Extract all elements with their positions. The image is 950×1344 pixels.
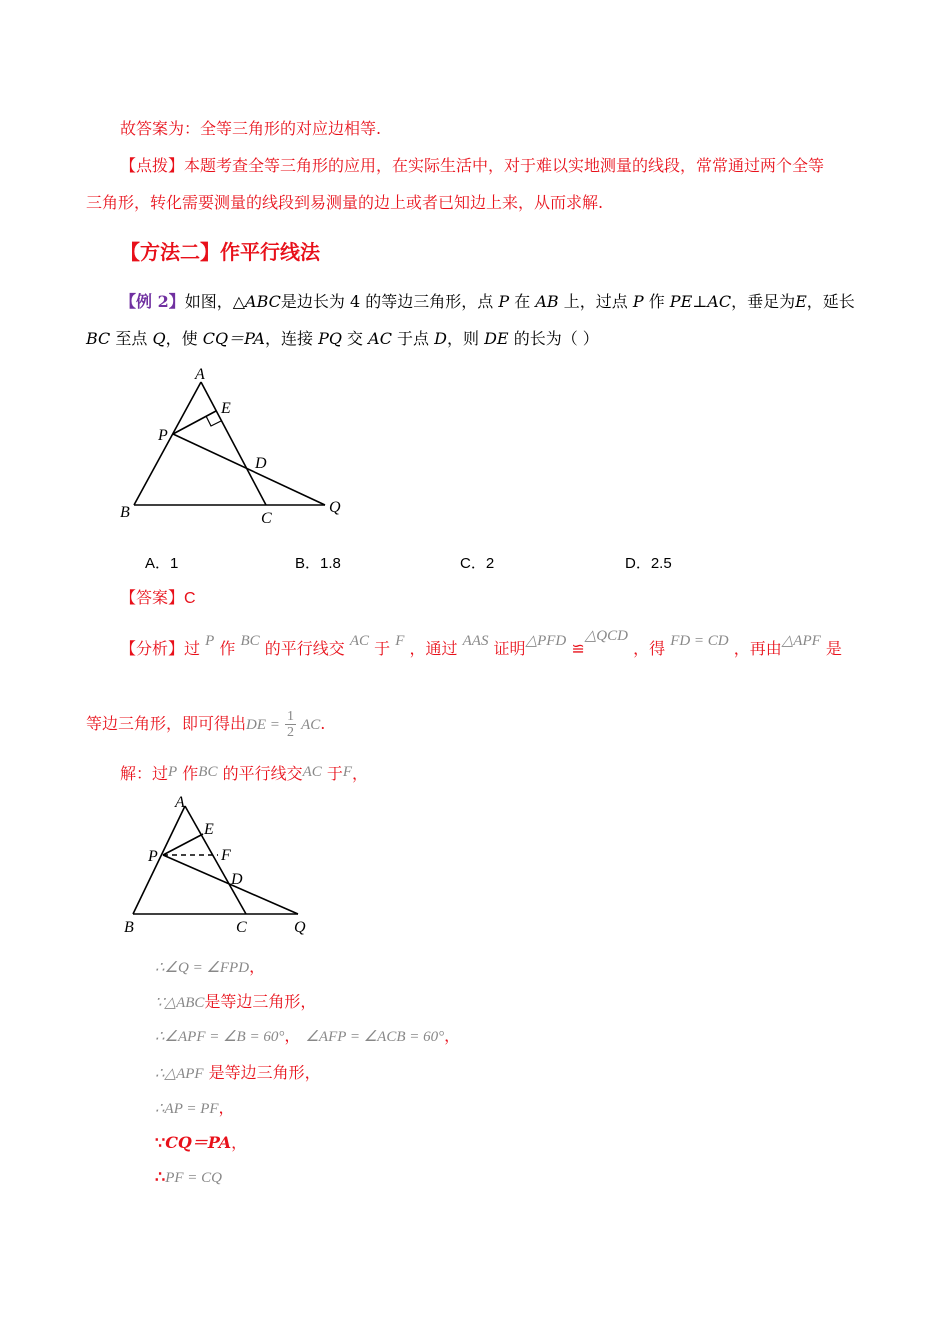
option-d: D．2.5 xyxy=(625,555,672,572)
label-C: C xyxy=(261,510,272,527)
example-math: AB xyxy=(535,292,559,311)
step-math: ∴∠Q = ∠FPD xyxy=(155,960,250,976)
analysis-text: . xyxy=(320,714,326,733)
example-math: BC xyxy=(86,329,111,348)
example-math: PQ xyxy=(318,329,342,348)
example-text: ，延长 xyxy=(806,292,855,311)
analysis-math: △QCD xyxy=(584,628,628,644)
solution-text: 解：过 xyxy=(120,764,169,783)
analysis-text: 作 xyxy=(219,639,236,658)
step-4 xyxy=(155,1061,321,1086)
step-math: ∴△APF xyxy=(155,1066,204,1082)
segment-AC xyxy=(201,382,266,505)
example-math: AC xyxy=(368,329,392,348)
answer-line xyxy=(120,586,196,611)
label-E: E xyxy=(221,400,231,417)
step-text: ， xyxy=(231,1133,248,1152)
example-math: DE xyxy=(484,329,509,348)
analysis-text: 是 xyxy=(825,639,842,658)
analysis-math: △APF xyxy=(781,633,821,649)
example-math: P xyxy=(632,292,644,311)
tip-text-2: 三角形，转化需要测量的线段到易测量的边上或者已知边上来，从而求解. xyxy=(86,193,604,212)
segment-PQ xyxy=(173,434,325,505)
solution-math: F xyxy=(342,764,353,780)
solution-text: 的平行线交 xyxy=(222,764,303,783)
analysis-math: BC xyxy=(240,633,260,649)
step-symbol: ∴ xyxy=(155,1167,166,1186)
analysis-math: AC xyxy=(301,717,321,733)
label-E: E xyxy=(204,821,214,838)
step-5 xyxy=(155,1096,235,1121)
solution-math: BC xyxy=(198,764,218,780)
label-F: F xyxy=(221,847,231,864)
example-text: 如图，△ xyxy=(184,292,246,311)
step-3 xyxy=(155,1024,460,1049)
step-text: ， xyxy=(444,1026,461,1045)
label-D: D xyxy=(255,455,267,472)
solution-intro xyxy=(120,762,368,787)
label-B: B xyxy=(120,504,130,521)
label-B: B xyxy=(124,919,134,936)
method-heading: 【方法二】作平行线法 xyxy=(120,240,320,264)
option-c: C．2 xyxy=(460,555,495,572)
fraction-numerator: 1 xyxy=(286,709,294,724)
example-math: D xyxy=(434,329,447,348)
label-Q: Q xyxy=(294,919,306,936)
solution-text: 于 xyxy=(326,764,343,783)
analysis-math: AC xyxy=(349,633,370,649)
step-6 xyxy=(155,1131,247,1155)
label-A: A xyxy=(195,366,205,383)
label-C: C xyxy=(236,919,247,936)
tip-text-1: 本题考查全等三角形的应用，在实际生活中，对于难以实地测量的线段，常常通过两个全等 xyxy=(184,156,825,175)
solution-text: 作 xyxy=(182,764,199,783)
step-math: CQ＝PA xyxy=(165,1133,232,1152)
example-text: ，垂足为 xyxy=(731,292,796,311)
analysis-math: F xyxy=(395,633,405,649)
analysis-math: FD = CD xyxy=(670,633,729,649)
example-text: 交 xyxy=(347,329,364,348)
example-text: ，连接 xyxy=(264,329,313,348)
step-text: ， xyxy=(284,1026,301,1045)
step-math: PF = CQ xyxy=(165,1170,222,1186)
segment-PE xyxy=(163,834,203,855)
tip-paragraph-line1 xyxy=(120,154,824,178)
example-math: E xyxy=(795,292,807,311)
analysis-math: △PFD xyxy=(525,633,567,649)
analysis-math: DE = xyxy=(246,717,280,733)
analysis-text: 的平行线交 xyxy=(264,639,345,658)
analysis-line2 xyxy=(86,704,325,745)
analysis-text: ，再由 xyxy=(733,639,782,658)
example-line2 xyxy=(86,327,599,351)
fraction-one-half xyxy=(285,709,296,740)
step-1 xyxy=(155,955,265,980)
step-text: ， xyxy=(249,957,266,976)
analysis-text: ，通过 xyxy=(409,639,458,658)
label-P: P xyxy=(148,848,158,865)
analysis-math: P xyxy=(205,633,215,649)
example-text: 上，过点 xyxy=(563,292,628,311)
example-math: P xyxy=(498,292,510,311)
answer-value: C xyxy=(184,590,196,607)
analysis-text: 证明 xyxy=(493,639,526,658)
solution-math: P xyxy=(168,764,178,780)
example-math: ABC xyxy=(245,292,281,311)
example-math: CQ＝PA xyxy=(202,329,265,348)
label-D: D xyxy=(231,871,243,888)
analysis-text: ，得 xyxy=(633,639,666,658)
option-b: B．1.8 xyxy=(295,555,341,572)
fraction-denominator: 2 xyxy=(286,725,294,740)
example-text: ，则 xyxy=(446,329,479,348)
conclusion-text: 故答案为：全等三角形的对应边相等. xyxy=(120,119,382,138)
step-text: ， xyxy=(218,1098,235,1117)
tip-label: 【点拨】 xyxy=(120,156,185,175)
analysis-label: 【分析】 xyxy=(120,639,185,658)
analysis-symbol: ≌ xyxy=(571,639,585,658)
example-text: 是边长为 4 的等边三角形，点 xyxy=(280,292,494,311)
figure-2-triangle xyxy=(115,792,325,942)
figure-1-triangle xyxy=(110,365,360,530)
step-2 xyxy=(155,990,316,1015)
example-line1 xyxy=(120,290,855,314)
example-text: 在 xyxy=(514,292,531,311)
option-a: A．1 xyxy=(145,555,179,572)
solution-text: ， xyxy=(352,764,369,783)
label-P: P xyxy=(158,427,168,444)
step-text: 是等边三角形， xyxy=(204,992,317,1011)
analysis-text: 过 xyxy=(184,639,201,658)
right-angle-mark xyxy=(206,416,221,426)
segment-AC xyxy=(185,806,246,914)
step-symbol: ∵ xyxy=(155,1133,166,1152)
solution-math: AC xyxy=(302,764,322,780)
analysis-math: AAS xyxy=(462,633,489,649)
label-A: A xyxy=(175,794,185,811)
label-Q: Q xyxy=(329,499,341,516)
example-text: 作 xyxy=(648,292,665,311)
example-label: 【例 2】 xyxy=(120,292,185,311)
example-math: Q xyxy=(152,329,166,348)
example-text: 至点 xyxy=(115,329,148,348)
answer-label: 【答案】 xyxy=(120,588,185,607)
step-math: ∴AP = PF xyxy=(155,1101,219,1117)
segment-AB xyxy=(133,806,185,914)
step-7 xyxy=(155,1165,222,1190)
analysis-text: 于 xyxy=(374,639,391,658)
step-math: ∵△ABC xyxy=(155,995,205,1011)
example-text: 的长为（ ） xyxy=(513,329,599,348)
step-text: 是等边三角形， xyxy=(208,1063,321,1082)
step-math: ∠AFP = ∠ACB = 60° xyxy=(305,1029,445,1045)
example-text: 于点 xyxy=(397,329,430,348)
analysis-line1 xyxy=(120,628,842,665)
step-math: ∴∠APF = ∠B = 60° xyxy=(155,1029,285,1045)
analysis-text: 等边三角形，即可得出 xyxy=(86,714,247,733)
example-math: PE⊥AC xyxy=(669,292,732,311)
example-text: ，使 xyxy=(165,329,198,348)
